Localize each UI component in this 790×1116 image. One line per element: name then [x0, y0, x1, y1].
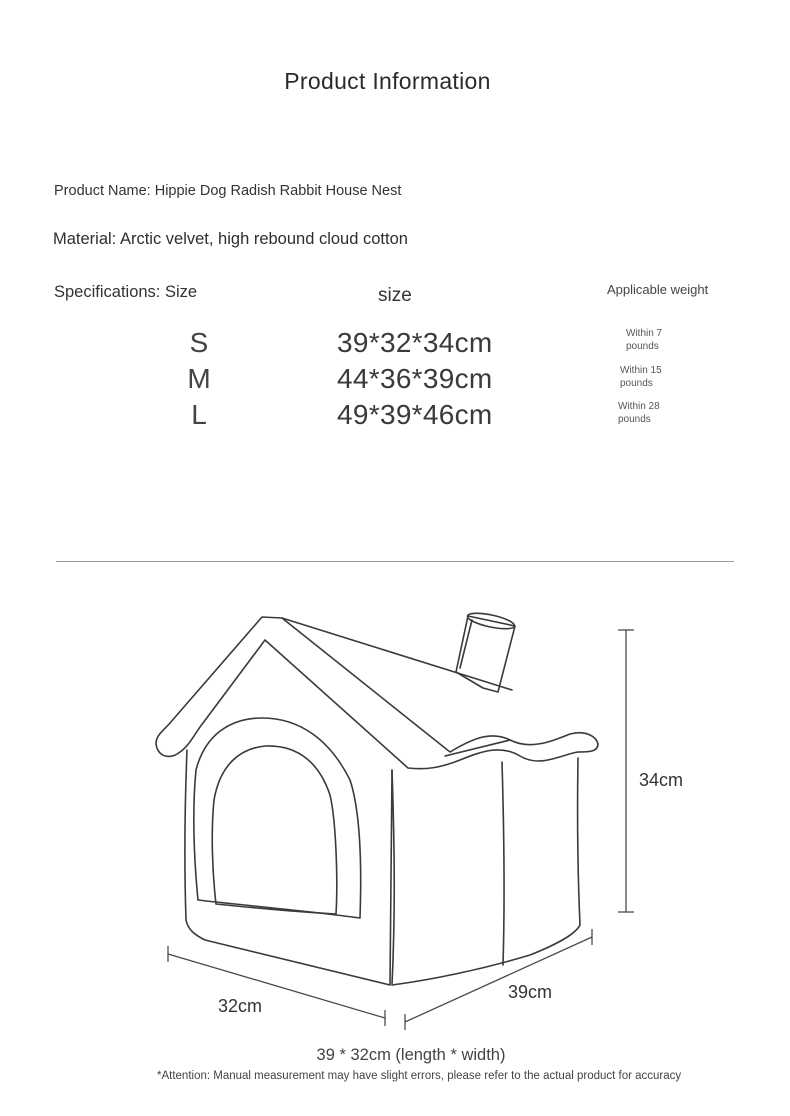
width-dimension-line [405, 929, 592, 1030]
height-dimension-line [618, 630, 634, 912]
size-column-header: size [378, 285, 412, 306]
product-material: Material: Arctic velvet, high rebound cloud cotton [53, 230, 408, 248]
door-opening [212, 746, 336, 914]
size-label-m: M [187, 363, 211, 394]
page-title: Product Information [284, 68, 491, 94]
side-wall [392, 758, 580, 985]
roof-outline [156, 617, 598, 769]
product-name: Product Name: Hippie Dog Radish Rabbit House Nest [54, 183, 402, 199]
section-divider [56, 561, 734, 562]
dimensions-s: 39*32*34cm [337, 327, 493, 358]
width-label: 39cm [508, 982, 553, 1002]
size-label-s: S [189, 327, 209, 358]
dog-house-outline [156, 610, 598, 985]
size-caption: 39 * 32cm (length * width) [316, 1046, 506, 1064]
side-seam [502, 762, 504, 965]
dimensions-l: 49*39*46cm [337, 399, 493, 430]
weight-m: Within 15 pounds [620, 365, 662, 389]
attention-note: *Attention: Manual measurement may have slight errors, please refer to the actual product for accuracy [157, 1070, 682, 1082]
height-label: 34cm [639, 770, 684, 790]
roof-ridge [282, 618, 512, 690]
weight-l: Within 28 pounds [618, 401, 660, 425]
dimensions-m: 44*36*39cm [337, 363, 493, 394]
weight-s: Within 7 pounds [626, 328, 663, 352]
chimney [456, 616, 515, 692]
dog-house-illustration [0, 600, 790, 1040]
depth-label: 32cm [218, 996, 263, 1016]
specifications-label: Specifications: Size [54, 283, 198, 301]
size-label-l: L [191, 399, 207, 430]
weight-column-header: Applicable weight [607, 282, 709, 297]
door-frame [194, 718, 361, 918]
